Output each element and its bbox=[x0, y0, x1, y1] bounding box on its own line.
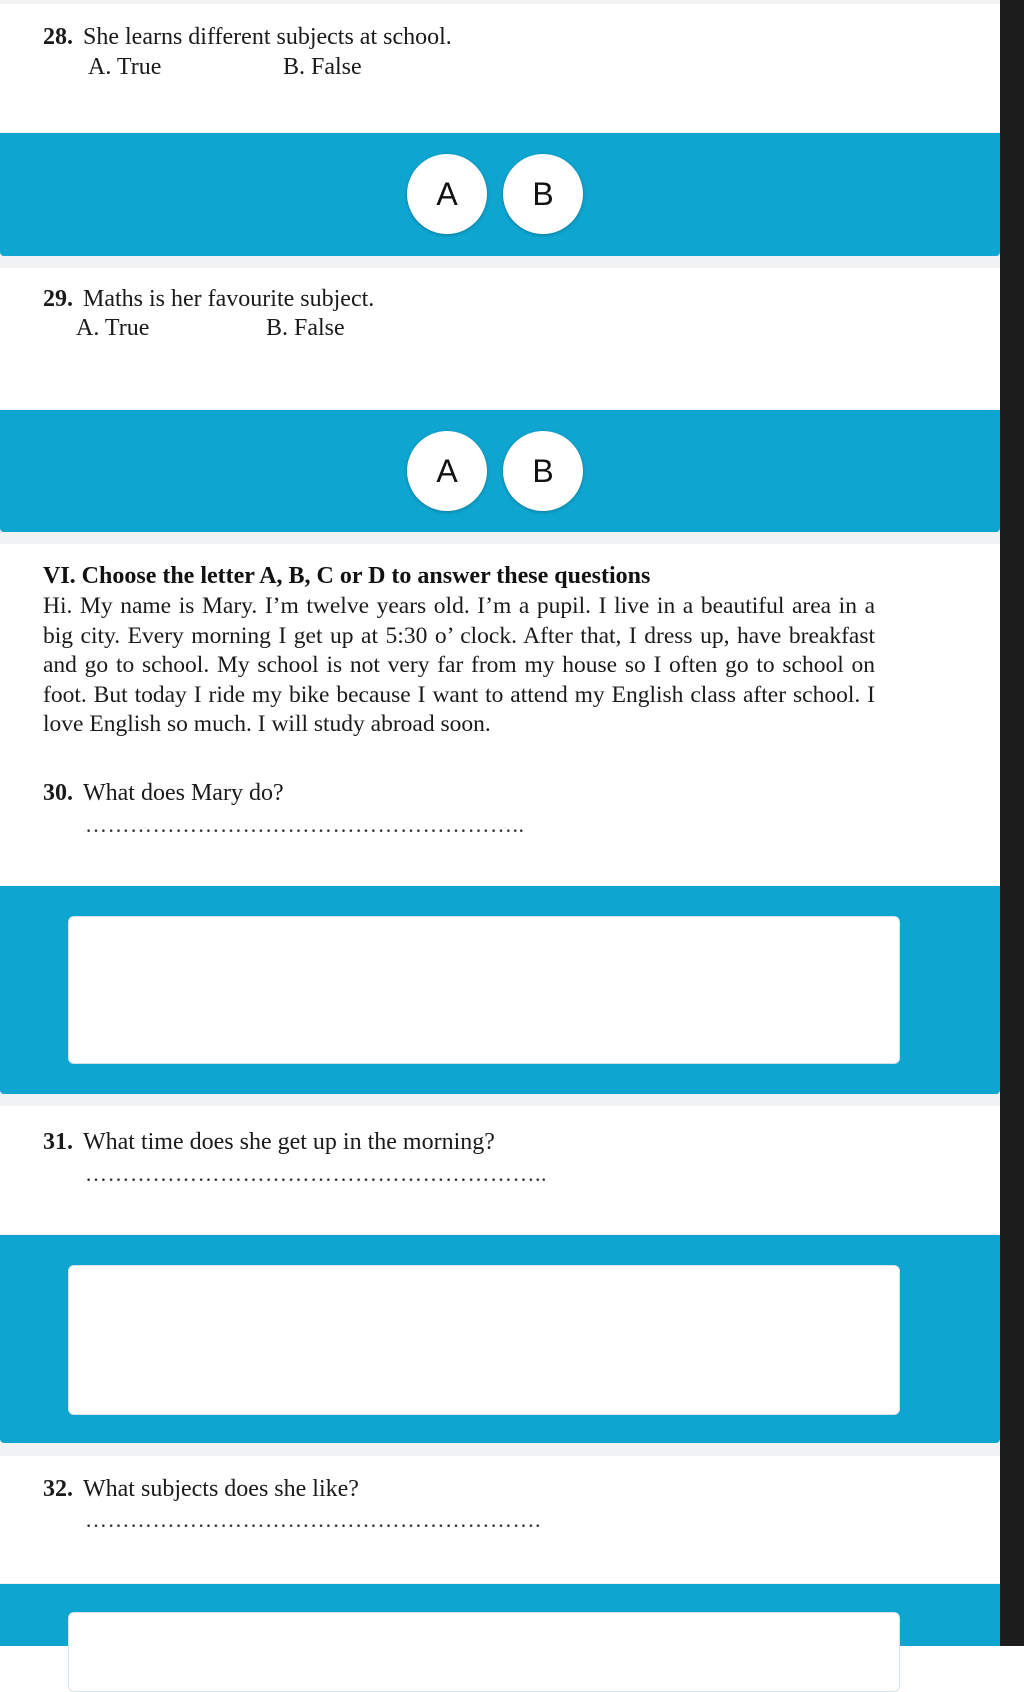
question-31-answer-band bbox=[0, 1235, 1000, 1443]
question-29-option-a: A. True bbox=[76, 315, 150, 341]
question-29-option-b: B. False bbox=[266, 315, 345, 341]
question-30-text: What does Mary do? bbox=[83, 780, 284, 806]
question-30-answer-input[interactable] bbox=[68, 916, 900, 1064]
question-30-number: 30. bbox=[43, 780, 73, 806]
question-31-answer-line: …………………………………………………….. bbox=[85, 1161, 547, 1186]
question-29-answer-band bbox=[0, 410, 1000, 532]
question-29-answer-a-button[interactable]: A bbox=[407, 431, 487, 511]
question-32-answer-band bbox=[0, 1584, 1000, 1646]
question-31-number: 31. bbox=[43, 1129, 73, 1155]
question-32-text: What subjects does she like? bbox=[83, 1476, 359, 1502]
question-28-card bbox=[0, 4, 1000, 132]
question-32-answer-input[interactable] bbox=[68, 1612, 900, 1692]
question-29-answer-b-button[interactable]: B bbox=[503, 431, 583, 511]
question-28-number: 28. bbox=[43, 24, 73, 50]
right-edge-strip bbox=[1000, 0, 1024, 1646]
question-31-card bbox=[0, 1106, 1000, 1234]
question-28 bbox=[43, 24, 452, 51]
question-32-answer-line: ……………………………………………………. bbox=[85, 1507, 541, 1532]
question-31-text: What time does she get up in the morning? bbox=[83, 1129, 495, 1155]
question-28-answer-a-button[interactable]: A bbox=[407, 154, 487, 234]
question-32-number: 32. bbox=[43, 1476, 73, 1502]
question-28-option-a: A. True bbox=[88, 54, 162, 80]
question-28-answer-band bbox=[0, 133, 1000, 256]
section-vi-heading: VI. Choose the letter A, B, C or D to answer these questions bbox=[43, 563, 651, 589]
question-32-card bbox=[0, 1456, 1000, 1583]
question-29-text: Maths is her favourite subject. bbox=[83, 286, 375, 312]
question-29-card bbox=[0, 268, 1000, 409]
question-28-option-b: B. False bbox=[283, 54, 362, 80]
reading-passage: Hi. My name is Mary. I’m twelve years old. I’m a pupil. I live in a beautiful area in a big city. Every morning I get up at 5:30 o’ clock. After that, I dress up, have breakfast and go to school. My school is not very far from my house so I often go to school on foot. But today I ride my bike because I want to attend my English class after school. I love English so much. I will study abroad soon. bbox=[43, 593, 875, 737]
question-29 bbox=[43, 286, 374, 313]
question-28-text: She learns different subjects at school. bbox=[83, 24, 452, 50]
question-30-answer-line: ………………………………………………….. bbox=[85, 812, 525, 837]
question-29-number: 29. bbox=[43, 286, 73, 312]
question-30-answer-band bbox=[0, 886, 1000, 1094]
question-30 bbox=[43, 780, 284, 807]
question-28-answer-b-button[interactable]: B bbox=[503, 154, 583, 234]
question-32 bbox=[43, 1476, 359, 1503]
question-31-answer-input[interactable] bbox=[68, 1265, 900, 1415]
question-31 bbox=[43, 1129, 495, 1156]
